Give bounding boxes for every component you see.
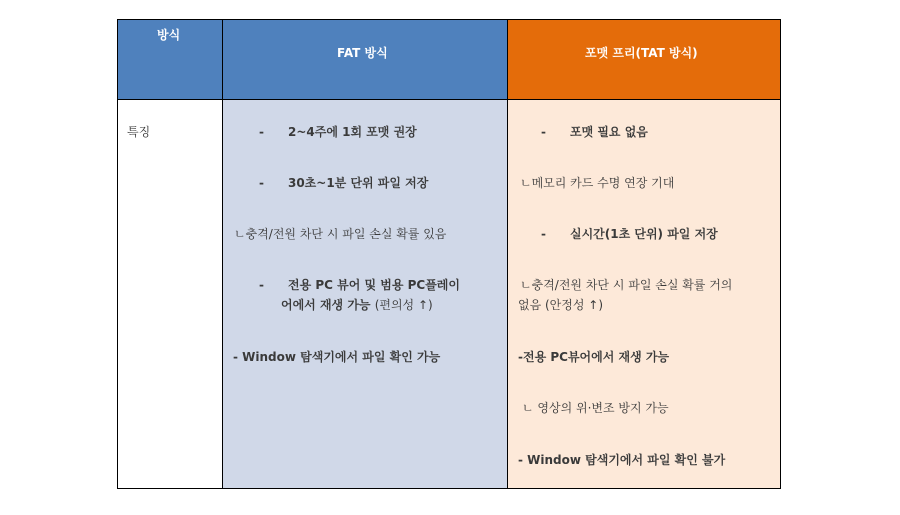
tat-item-2: ㄴ메모리 카드 수명 연장 기대 [520,176,675,190]
fat-item-5: - Window 탐색기에서 파일 확인 가능 [233,350,441,364]
tat-item-3: - 실시간(1초 단위) 파일 저장 [541,227,718,241]
fat-item-4-line-2-bold: 어에서 재생 가능 [281,298,375,312]
fat-item-2: - 30초~1분 단위 파일 저장 [259,176,429,190]
tat-item-5: -전용 PC뷰어에서 재생 가능 [518,350,670,364]
tat-item-4-line-1: ㄴ충격/전원 차단 시 파일 손실 확률 거의 [520,278,733,292]
header-fat-label: FAT 방식 [337,46,388,60]
comparison-table [117,19,781,489]
tat-item-4-line-2: 없음 (안정성 ↑) [518,298,604,312]
header-fat-cell [223,20,508,100]
fat-item-4-line-2 [281,294,433,316]
tat-item-6: ㄴ 영상의 위·변조 방지 가능 [522,401,669,415]
header-tat-cell [508,20,780,100]
tat-features-cell [508,100,780,488]
feature-label-cell [118,100,223,488]
fat-features-cell [223,100,508,488]
header-method-label: 방식 [157,28,181,42]
fat-item-3: ㄴ충격/전원 차단 시 파일 손실 확률 있음 [234,227,447,241]
tat-item-7: - Window 탐색기에서 파일 확인 불가 [518,453,726,467]
header-method-cell [118,20,223,100]
fat-item-4-line-1: - 전용 PC 뷰어 및 범용 PC플레이 [259,278,460,292]
fat-item-4-line-2-rest: (편의성 ↑) [374,298,433,312]
feature-label: 특징 [127,125,151,139]
tat-item-1: - 포맷 필요 없음 [541,125,648,139]
header-tat-label: 포맷 프리(TAT 방식) [585,46,698,60]
fat-item-1: - 2~4주에 1회 포맷 권장 [259,125,417,139]
